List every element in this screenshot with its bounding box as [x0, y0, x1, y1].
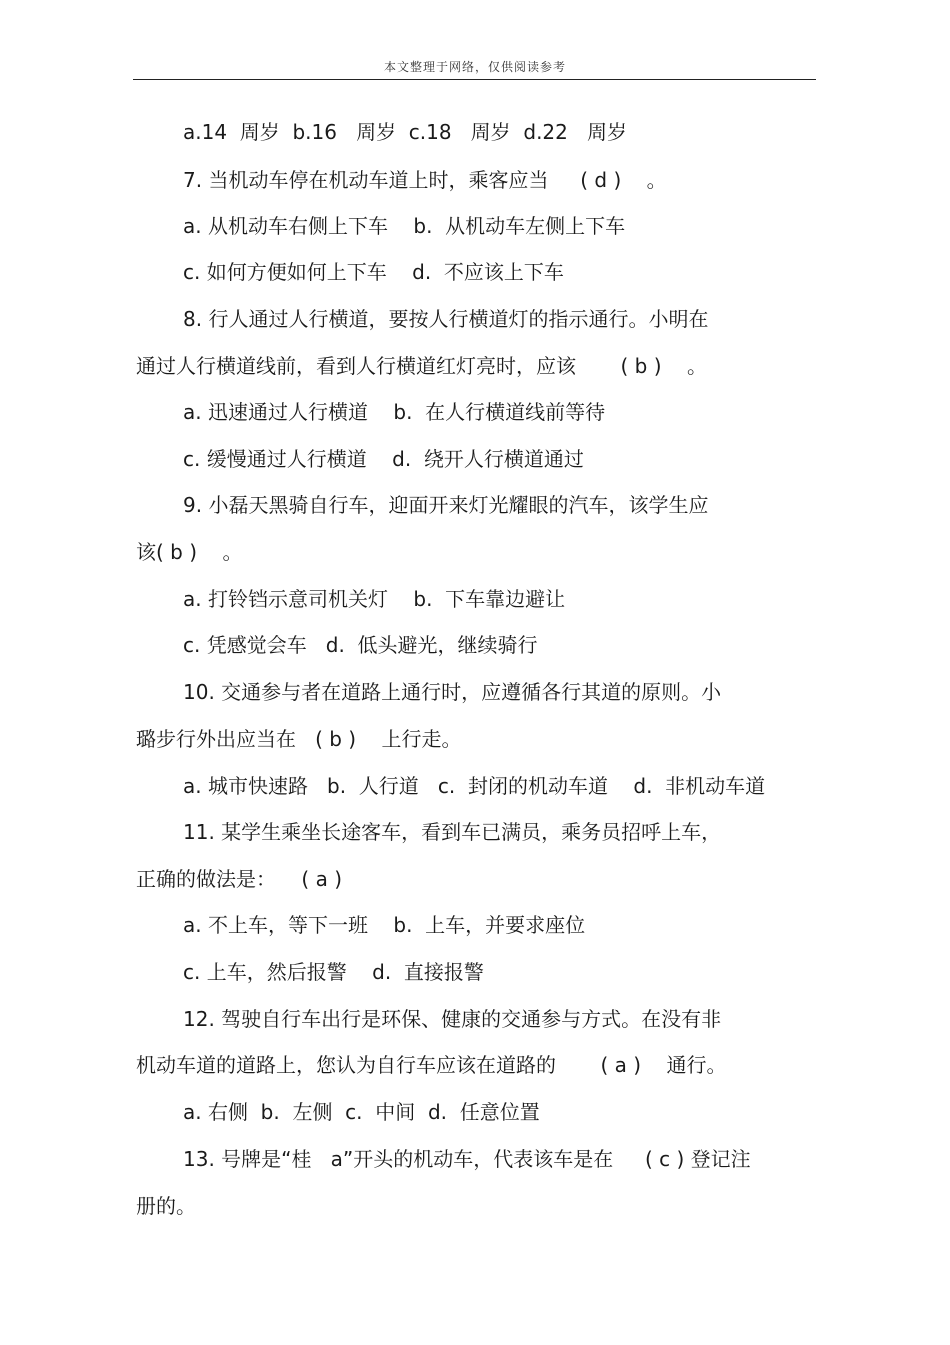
text-line: 通过人行横道线前，看到人行横道红灯亮时，应该 ( b ) 。 [136, 354, 707, 378]
text-line: 璐步行外出应当在 ( b ) 上行走。 [136, 727, 462, 751]
text-line: a. 不上车，等下一班 b. 上车，并要求座位 [183, 913, 586, 937]
text-line: 册的。 [136, 1194, 196, 1218]
text-line: 机动车道的道路上，您认为自行车应该在道路的 ( a ) 通行。 [136, 1053, 727, 1077]
text-line: c. 上车，然后报警 d. 直接报警 [183, 960, 484, 984]
text-line: 12. 驾驶自行车出行是环保、健康的交通参与方式。在没有非 [183, 1007, 722, 1031]
text-line: 8. 行人通过人行横道，要按人行横道灯的指示通行。小明在 [183, 307, 709, 331]
text-line: a. 城市快速路 b. 人行道 c. 封闭的机动车道 d. 非机动车道 [183, 774, 766, 798]
text-line: c. 凭感觉会车 d. 低头避光，继续骑行 [183, 633, 538, 657]
text-line: 10. 交通参与者在道路上通行时，应遵循各行其道的原则。小 [183, 680, 722, 704]
text-line: a. 从机动车右侧上下车 b. 从机动车左侧上下车 [183, 214, 626, 238]
text-line: 正确的做法是： ( a ) [136, 867, 343, 891]
text-line: a.14 周岁 b.16 周岁 c.18 周岁 d.22 周岁 [183, 120, 627, 144]
text-line: a. 打铃铛示意司机关灯 b. 下车靠边避让 [183, 587, 566, 611]
text-line: 该( b ) 。 [136, 540, 243, 564]
text-line: 13. 号牌是“桂 a”开头的机动车，代表该车是在 ( c ) 登记注 [183, 1147, 751, 1171]
text-line: 11. 某学生乘坐长途客车，看到车已满员，乘务员招呼上车， [183, 820, 722, 844]
text-line: a. 右侧 b. 左侧 c. 中间 d. 任意位置 [183, 1100, 540, 1124]
text-line: a. 迅速通过人行横道 b. 在人行横道线前等待 [183, 400, 606, 424]
text-line: c. 如何方便如何上下车 d. 不应该上下车 [183, 260, 564, 284]
text-line: 7. 当机动车停在机动车道上时，乘客应当 ( d ) 。 [183, 168, 667, 192]
header-divider [133, 79, 816, 80]
text-line: 9. 小磊天黑骑自行车，迎面开来灯光耀眼的汽车，该学生应 [183, 493, 709, 517]
page-header: 本文整理于网络，仅供阅读参考 [383, 60, 566, 74]
text-line: c. 缓慢通过人行横道 d. 绕开人行横道通过 [183, 447, 584, 471]
